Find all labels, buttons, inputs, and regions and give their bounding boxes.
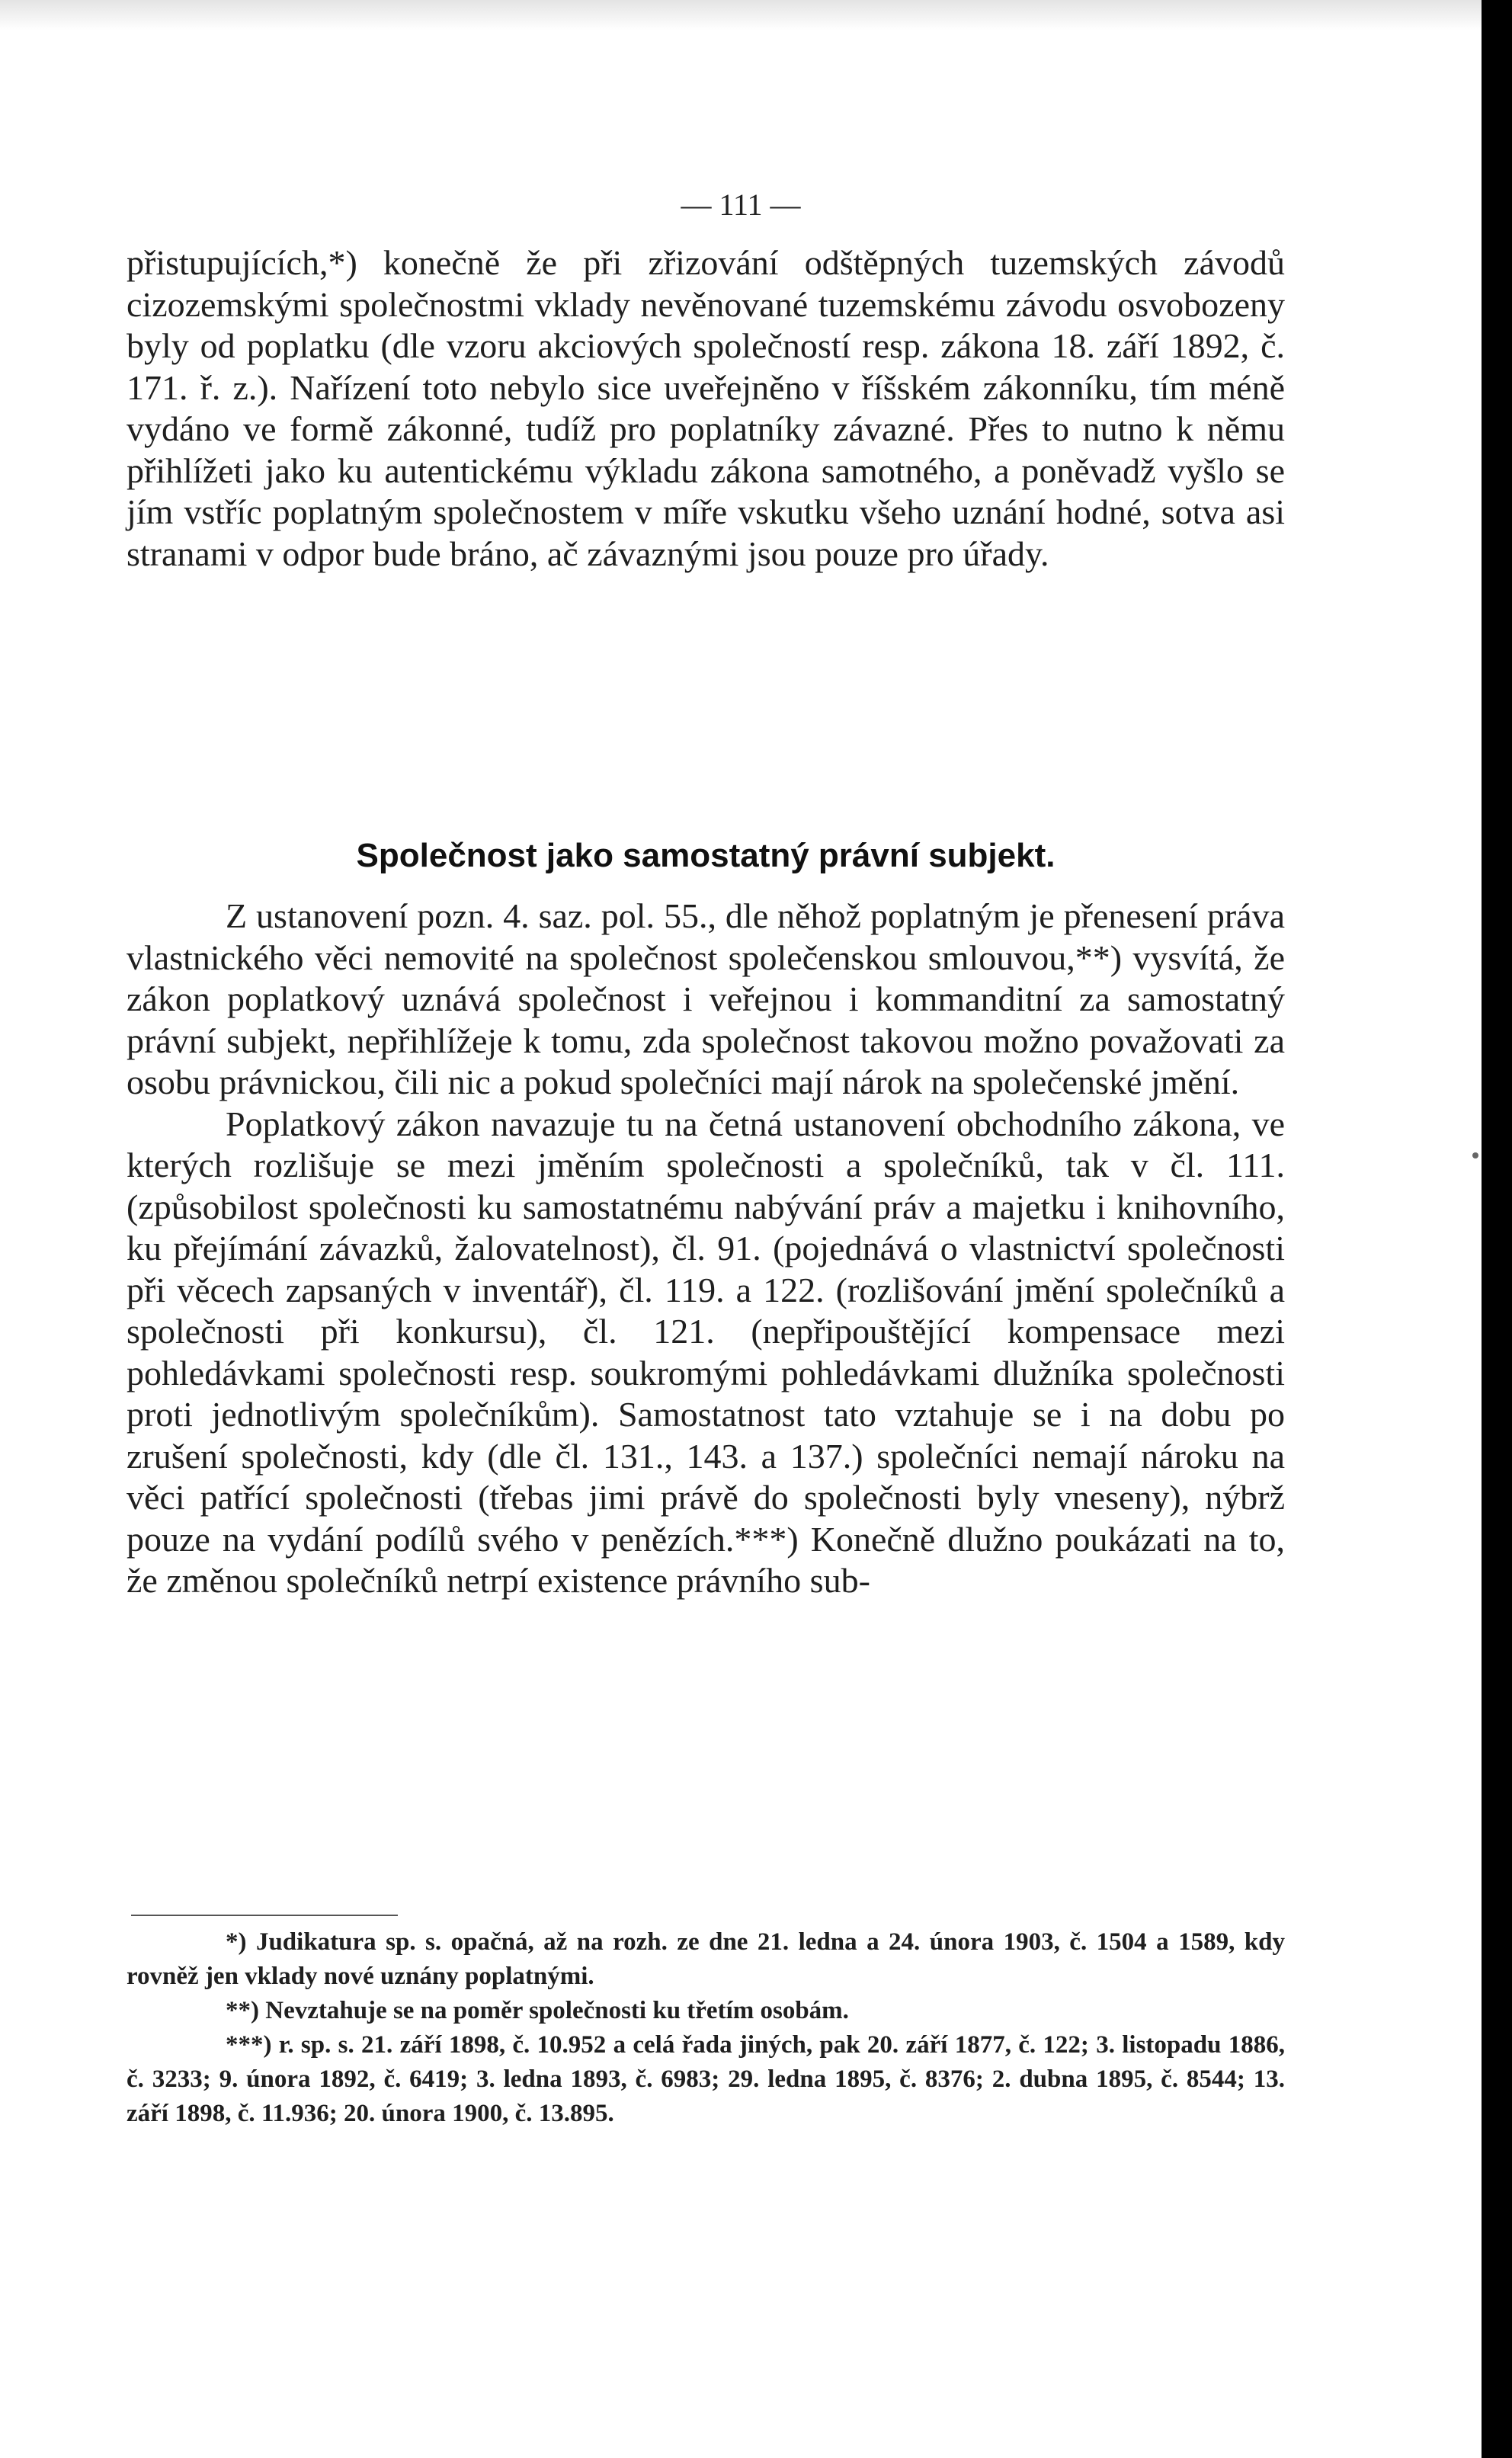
section-heading: Společnost jako samostatný právní subjekt. bbox=[356, 837, 1056, 874]
intro-text: přistupujících,*) konečně že při zřizování odštěpných tuzemských závodů cizozemskými společnostmi vklady nevěnované tuzemskému závodu osvobozeny byly od poplatku (dle vzoru akciových společností resp. zákona 18. září 1892, č. 171. ř. z.). Nařízení toto nebylo sice uveřejněno v říšském zákonníku, tím méně vydáno ve formě zákonné, tudíž pro poplatníky závazné. Přes to nutno k němu přihlížeti jako ku autentickému výkladu zákona samotného, a poněvadž vyšlo se jím vstříc poplatným společnostem v míře vskutku všeho uznání hodné, sotva asi stranami v odpor bude bráno, ač závaznými jsou pouze pro úřady. bbox=[127, 243, 1285, 573]
footnotes bbox=[127, 1925, 1285, 2131]
scan-shadow bbox=[0, 0, 1482, 30]
scan-border bbox=[1482, 0, 1512, 2458]
paragraph-1: Z ustanovení pozn. 4. saz. pol. 55., dle něhož poplatným je přenesení práva vlastnického věci nemovité na společnost společenskou smlouvou,**) vysvítá, že zákon poplatkový uznává společnost i veřejnou i kommanditní za samostatný právní subjekt, nepřihlížeje k tomu, zda společnost takovou možno považovati za osobu právnickou, čili nic a pokud společníci mají nárok na společenské jmění. bbox=[127, 896, 1285, 1101]
scan-speck bbox=[1472, 1152, 1478, 1158]
footnote-3: ***) r. sp. s. 21. září 1898, č. 10.952 a celá řada jiných, pak 20. září 1877, č. 122; 3. listopadu 1886, č. 3233; 9. února 1892, č. 6419; 3. ledna 1893, č. 6983; 29. ledna 1895, č. 8376; 2. dubna 1895, č. 8544; 13. září 1898, č. 11.936; 20. února 1900, č. 13.895. bbox=[127, 2031, 1285, 2127]
intro-paragraph bbox=[127, 242, 1285, 575]
page-number: — 111 — bbox=[681, 187, 801, 222]
footnote-divider bbox=[131, 1915, 398, 1916]
footnote-1: *) Judikatura sp. s. opačná, až na rozh. ze dne 21. ledna a 24. února 1903, č. 1504 a 1589, kdy rovněž jen vklady nové uznány poplatnými. bbox=[127, 1928, 1285, 1990]
footnote-2: **) Nevztahuje se na poměr společnosti ku třetím osobám. bbox=[226, 1997, 849, 2024]
section-body bbox=[127, 896, 1285, 1602]
paragraph-2: Poplatkový zákon navazuje tu na četná ustanovení obchodního zákona, ve kterých rozlišuje se mezi jměním společnosti a společníků, tak v čl. 111. (způsobilost společnosti ku samostatnému nabývání práv a majetku i knihovního, ku přejímání závazků, žalovatelnost), čl. 91. (pojednává o vlastnictví společnosti při věcech zapsaných v inventář), čl. 119. a 122. (rozlišování jmění společníků a společnosti při konkursu), čl. 121. (nepřipouštějící kompensace mezi pohledávkami společnosti resp. soukromými pohledávkami dlužníka společnosti proti jednotlivým společníkům). Samostatnost tato vztahuje se i na dobu po zrušení společnosti, kdy (dle čl. 131., 143. a 137.) společníci nemají nároku na věci patřící společnosti (třebas jimi právě do společnosti byly vneseny), nýbrž pouze na vydání podílů svého v penězích.***) Konečně dlužno poukázati na to, že změnou společníků netrpí existence právního sub- bbox=[127, 1104, 1285, 1600]
